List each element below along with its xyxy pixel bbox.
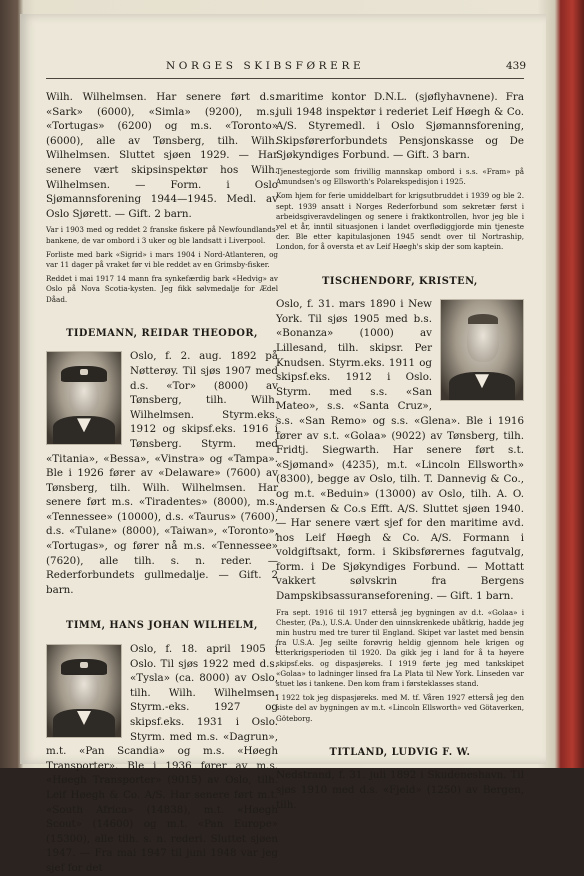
continued-entry-text: Wilh. Wilhelmsen. Har senere ført d.s. «Sark» (6000), «Simla» (9200), m.s. «Tortugas» (6200) og m.s. «Toronto» (6000), alle av Tønsberg, tilh. Wilh. Wilhelmsen. Sluttet sjøen 1929. — Har senere vært skipsinspektør hos Wilh. Wilhelmsen. — Form. i Oslo Sjømannsforening 1944—1945. Medl. av Oslo Sjørett. — Gift. 2 barn. — [46, 91, 278, 220]
continued-entry-text: maritime kontor D.N.L. (sjøflyhavnene). Fra juli 1948 inspektør i rederiet Leif Høegh & Co. A/S. Styremedl. i Oslo Sjømannsforening, Skipsførerforbundets Pensjonskasse og De Sjøkyndiges Forbund. — Gift. 3 barn. — [276, 91, 524, 162]
book-page — [20, 14, 546, 874]
note-text: Kom hjem for ferie umiddelbart for krigsutbruddet i 1939 og ble 2. sept. 1939 ansatt i Norges Rederforbund som sekretær først i arbeidsgiveravdelingen og senere i fraktkontrollen, hvor jeg ble i vel et år, inntil situasjonen i landet overflødiggjorde min tjeneste der. Ble etter kapitulasjonen 1945 sendt over til Nortraship, London, for å oversta et av Leif Høegh's skip der som kaptein. — [276, 191, 524, 252]
entry-text-tidemann: Oslo, f. 2. aug. 1892 på Nøtterøy. Til sjøs 1907 med d.s. «Tor» (8000) av Tønsberg, tilh. Wilh. Wilhelmsen. Styrm.eks. 1912 og skipsf.eks. 1916 i Tønsberg. Styrm. med «Titania», «Bessa», «Vinstra» og «Tampa». Ble i 1926 fører av «Delaware» (7600) av Tønsberg, tilh. Wilh. Wilhelmsen. Har senere ført m.s. «Tiradentes» (8000), m.s. «Tennessee» (10000), d.s. «Taurus» (7600), d.s. «Tulane» (8000), «Taiwan», «Toronto», «Tortugas», og fører nå m.s. «Tennessee» (7620), alle tilh. s. n. reder. — Rederforbundets gullmedalje. — Gift. 2 barn. — [46, 350, 278, 596]
note-text: Reddet i mai 1917 14 mann fra synkefærdig bark «Hedvig» av Oslo på Nova Scotia-kysten. Jeg fikk sølvmedalje for Ædel Dåad. — [46, 274, 278, 304]
entry-heading-timm: TIMM, HANS JOHAN WILHELM, — [66, 620, 258, 632]
left-column — [46, 90, 278, 876]
entry-heading-titland: TITLAND, LUDVIG F. W. — [329, 746, 471, 758]
portrait-photo-timm — [46, 644, 122, 738]
page-header — [46, 60, 526, 80]
entry-text-tischendorf: Oslo, f. 31. mars 1890 i New York. Til sjøs 1905 med b.s. «Bonanza» (1000) av Lillesand, tilh. skipsr. Per Knudsen. Styrm.eks. 1911 og skipsf.eks. 1912 i Oslo. Styrm. med s.s. «San Mateo», s.s. «Santa Cruz», s.s. «San Remo» og s.s. «Glena». Ble i 1916 fører av s.t. «Golaa» (9022) av Tønsberg, tilh. Fridtj. Siegwarth. Har senere ført s.t. «Sjømand» (4235), m.t. «Lincoln Ellsworth» (8300), begge av Oslo, tilh. T. Dannevig & Co., og m.t. «Beduin» (13000) av Oslo, tilh. A. O. Andersen & Co.s Efft. A/S. Sluttet sjøen 1940. — Har senere vært sjef for den maritime avd. hos Leif Høegh & Co. A/S. Formann i voldgiftsakt, form. i Skibsførernes fagutvalg, form. i De Sjøkyndiges Forbund. — Mottatt vakkert sølvskrin fra Bergens Dampskibsassuranseforening. — Gift. 1 barn. — [276, 298, 524, 603]
note-text: Tjenestegjorde som frivillig mannskap ombord i s.s. «Fram» på Amundsen's og Ellsworth's Polarekspedisjon i 1925. — [276, 166, 524, 187]
page-number: 439 — [505, 60, 526, 72]
note-text: Var i 1903 med og reddet 2 franske fiskere på Newfoundlands-bankene, de var ombord i 3 uker og ble landsatt i Liverpool. — [46, 225, 278, 245]
entry-heading-tischendorf: TISCHENDORF, KRISTEN, — [322, 275, 478, 287]
entry-heading-tidemann: TIDEMANN, REIDAR THEODOR, — [66, 327, 258, 339]
running-title: NORGES SKIBSFØRERE — [166, 60, 365, 72]
note-text: Fra sept. 1916 til 1917 etterså jeg bygningen av d.t. «Golaa» i Chester, (Pa.), U.S.A. Under den uinnskrenkede ubåtkrig, hadde jeg min hustru med tre turer til England. Skipet var lastet med bensin fra U.S.A. Jeg seilte forøvrig heldig gjennom hele krigen og etterkrigsperioden til 1920. Da gikk jeg i land for å ta høyere skipsf.eks. og dispasjøreks. I 1919 førte jeg med tankskipet «Golaa» to ladninger linsed fra La Plata til New York. Linseden var stuet løs i tankene. Den kom fram i førsteklasses stand. — [276, 607, 524, 689]
right-column — [276, 90, 524, 812]
entry-text-timm: Oslo, f. 18. april 1905 i Oslo. Til sjøs 1922 med d.s. «Tysla» (ca. 8000) av Oslo, tilh. Wilh. Wilhelmsen. Styrm.-eks. 1927 og skipsf.eks. 1931 i Oslo. Styrm. med m.s. «Dagrun», m.t. «Pan Scandia» og m.s. «Høegh Transporter». Ble i 1936 fører av m.s. «Høegh Transporter» (9015) av Oslo, tilh. Leif Høegh & Co. A/S. Har senere ført m.t. «South Africa» (14838), m.t. «Høegh Scout» (14600) og m.t. «Pan Europe» (15300), alle tilh. s. n. rederi. Sluttet sjøen 1947. — Fra mai 1947 til juni 1948 var jeg sjef for det — [46, 643, 278, 874]
entry-text-titland: Nedstrand, f. 31. juli 1892 i Skudeneshavn. Til sjøs 1910 med d.s. «Fjeld» (1250) av Bergen, tilh. — [276, 769, 524, 811]
note-text: I 1922 tok jeg dispasjøreks. med M. tf. Våren 1927 etterså jeg den siste del av bygningen av m.t. «Lincoln Ellsworth» ved Götaverken, Göteborg. — [276, 693, 524, 723]
portrait-photo-tidemann — [46, 351, 122, 445]
portrait-photo-tischendorf — [440, 299, 524, 401]
note-text: Forliste med bark «Sigrid» i mars 1904 i Nord-Atlanteren, og var 11 dager på vraket før vi ble reddet av en Grimsby-fisker. — [46, 249, 278, 269]
header-rule — [46, 78, 524, 79]
